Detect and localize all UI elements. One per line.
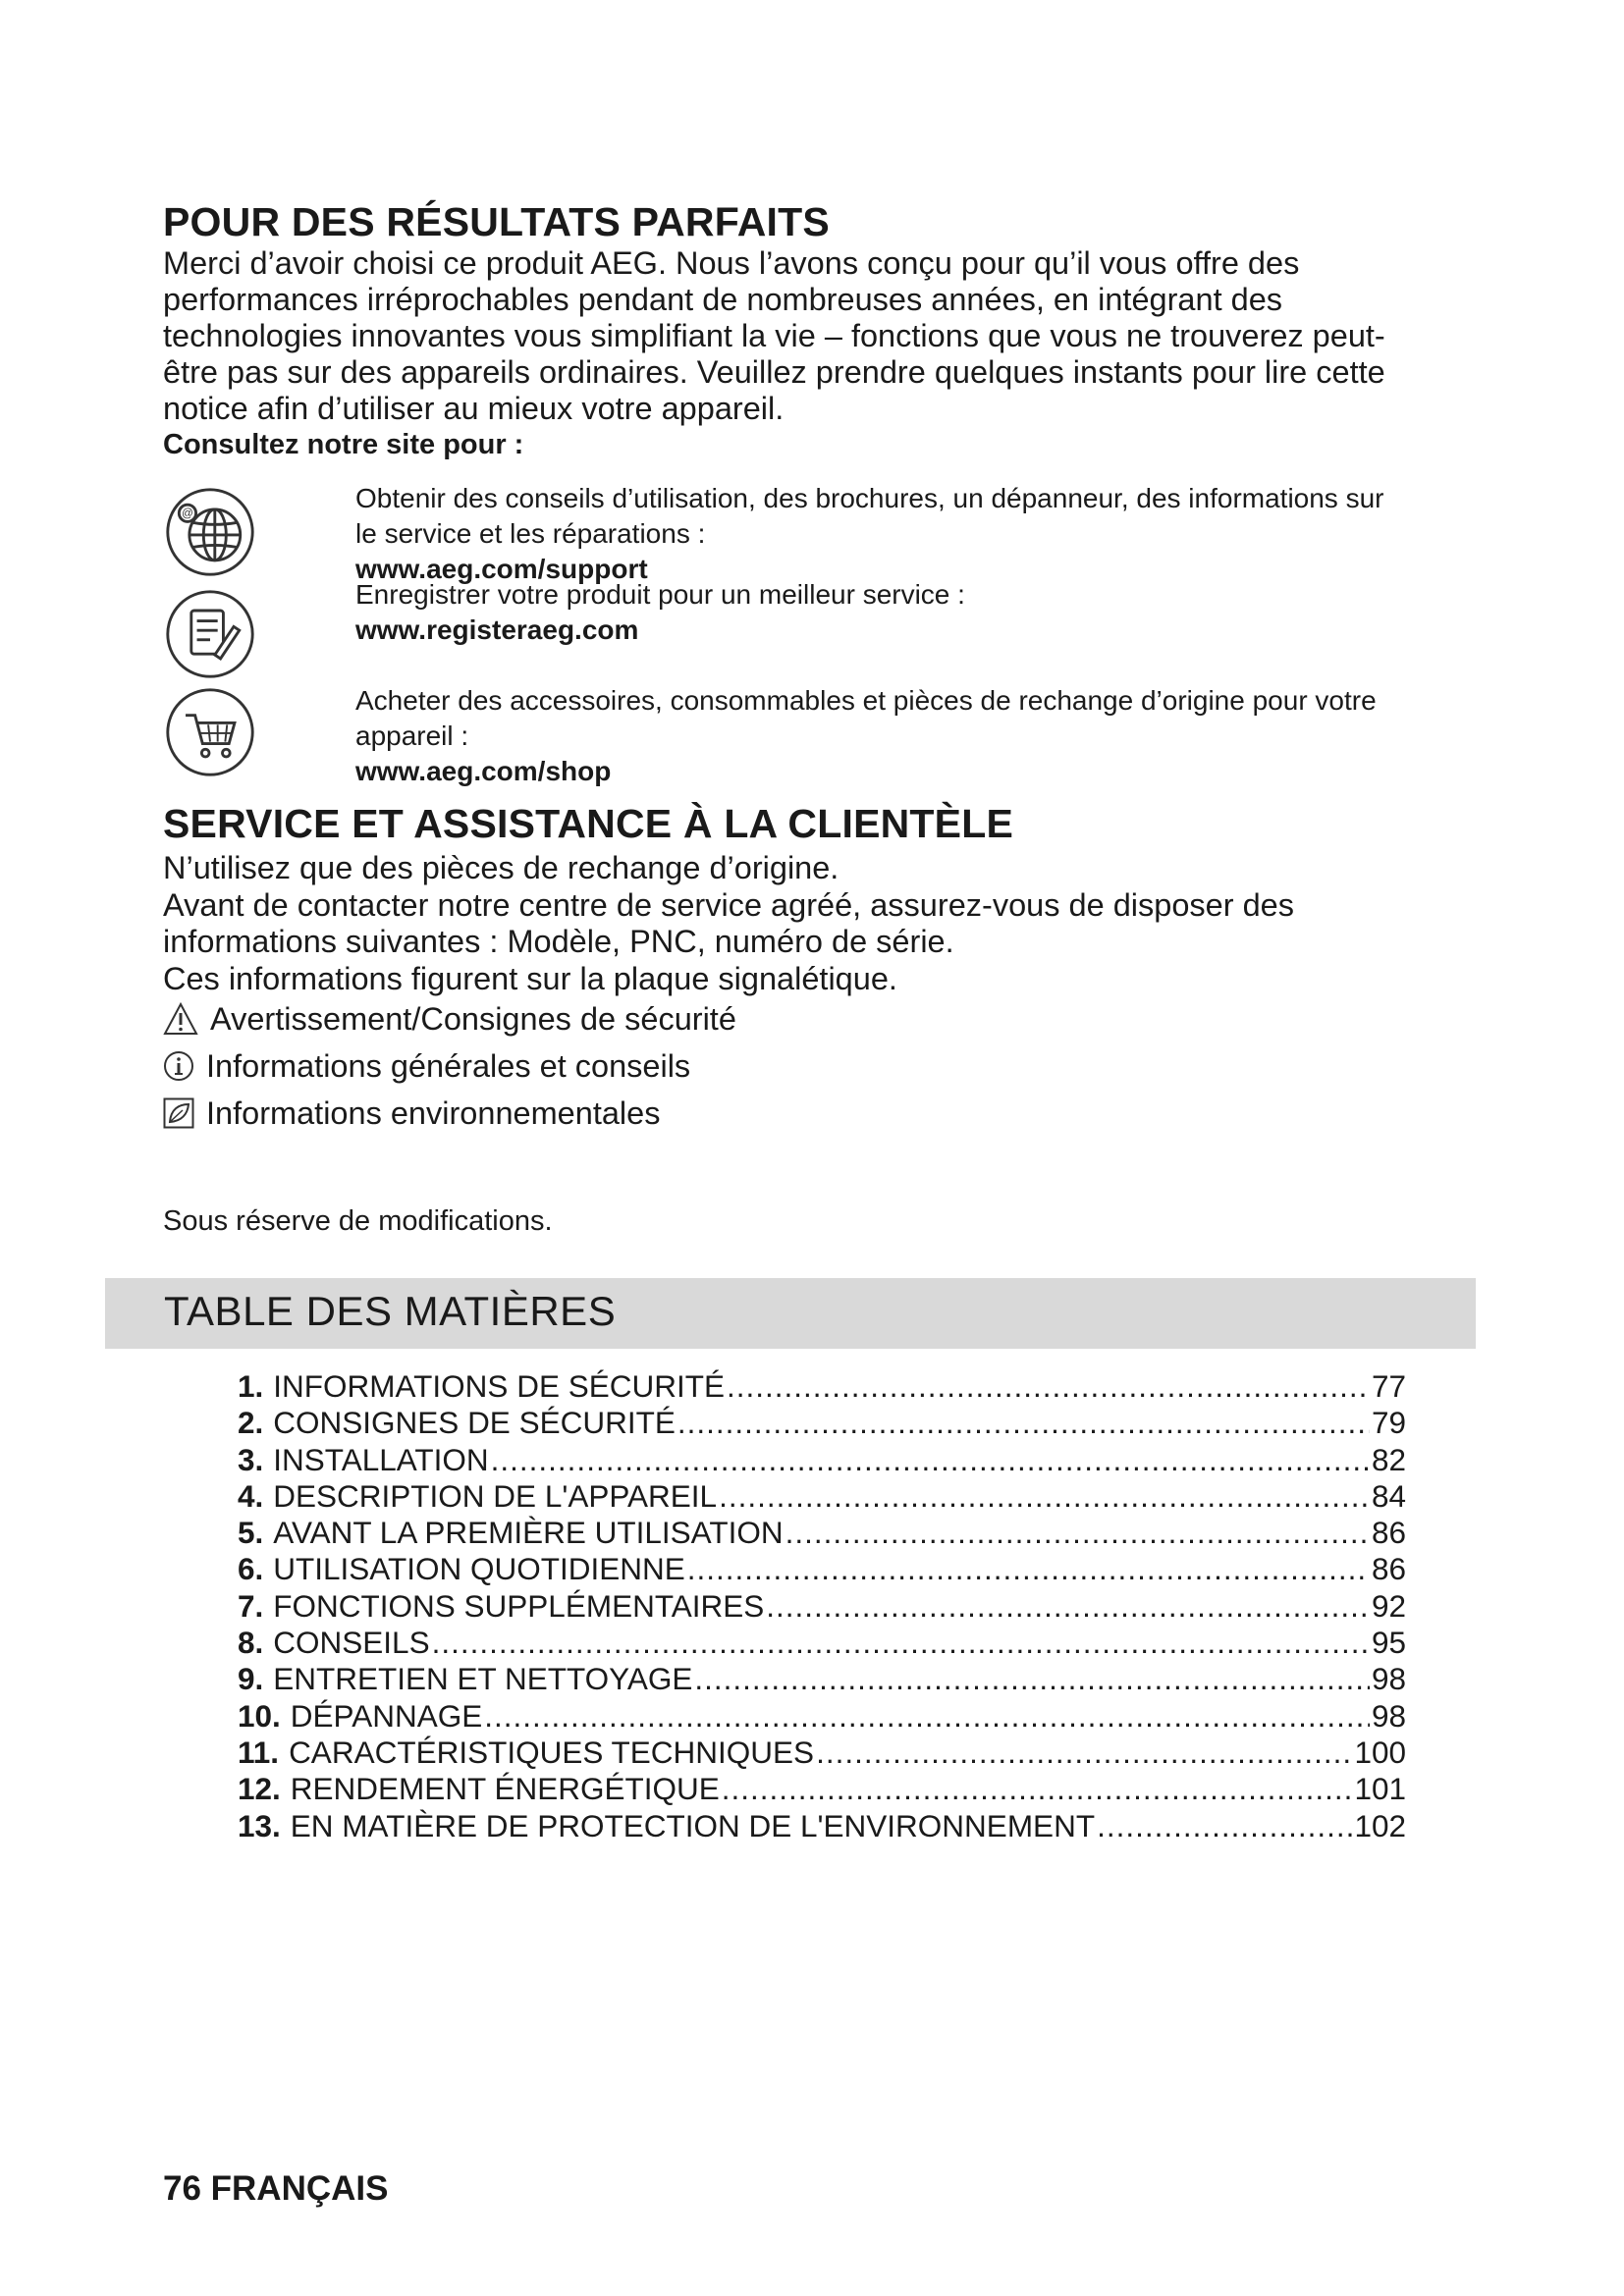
- toc-leader-dots: [785, 1515, 1370, 1551]
- website-item-line: Enregistrer votre produit pour un meilleur service :: [355, 579, 965, 610]
- shopping-cart-icon: [163, 685, 257, 779]
- toc-entry-page: 98: [1371, 1661, 1406, 1697]
- intro-line: technologies innovantes vous simplifiant la vie – fonctions que vous ne trouverez peut-: [163, 318, 1385, 353]
- toc-entry-label: CONSEILS: [273, 1625, 430, 1661]
- intro-line: notice afin d’utiliser au mieux votre appareil.: [163, 391, 785, 426]
- toc-entry-page: 102: [1354, 1807, 1406, 1843]
- toc-entry[interactable]: [238, 1478, 1406, 1515]
- toc-entry-number: 11.: [238, 1734, 280, 1770]
- toc-entry-page: 101: [1354, 1771, 1406, 1807]
- toc-entry-number: 2.: [238, 1405, 264, 1441]
- leaf-environment-icon: [163, 1097, 194, 1129]
- toc-entry-label: CONSIGNES DE SÉCURITÉ: [273, 1405, 676, 1441]
- toc-entry-page: 86: [1371, 1551, 1406, 1587]
- toc-entry-page: 98: [1371, 1697, 1406, 1734]
- service-line: informations suivantes : Modèle, PNC, numéro de série.: [163, 924, 954, 959]
- toc-entry-number: 5.: [238, 1515, 264, 1551]
- toc-entry-label: RENDEMENT ÉNERGÉTIQUE: [290, 1771, 720, 1807]
- website-item-line: Obtenir des conseils d’utilisation, des brochures, un dépanneur, des informations sur: [355, 483, 1384, 513]
- intro-line: Merci d’avoir choisi ce produit AEG. Nous l’avons conçu pour qu’il vous offre des: [163, 245, 1300, 281]
- service-line: Avant de contacter notre centre de service agréé, assurez-vous de disposer des: [163, 886, 1294, 923]
- website-item-text: [355, 481, 1485, 587]
- legend-label: Avertissement/Consignes de sécurité: [210, 1001, 736, 1037]
- toc-leader-dots: [677, 1405, 1370, 1441]
- consult-label: Consultez notre site pour :: [163, 429, 524, 460]
- register-link[interactable]: www.registeraeg.com: [355, 614, 639, 645]
- page-footer: 76 FRANÇAIS: [163, 2169, 389, 2208]
- website-item-line: le service et les réparations :: [355, 518, 706, 549]
- legend-item-environment: [163, 1094, 660, 1133]
- register-form-icon: [163, 587, 257, 681]
- toc-entry-number: 9.: [238, 1661, 264, 1697]
- toc-entry-page: 95: [1371, 1625, 1406, 1661]
- toc-entry[interactable]: [238, 1661, 1406, 1697]
- info-circle-icon: [163, 1050, 194, 1082]
- toc-entry[interactable]: [238, 1588, 1406, 1625]
- legend-label: Informations générales et conseils: [206, 1048, 691, 1084]
- toc-entry-label: DESCRIPTION DE L'APPAREIL: [273, 1477, 718, 1514]
- toc-leader-dots: [766, 1588, 1370, 1625]
- toc-entry-page: 84: [1371, 1477, 1406, 1514]
- intro-line: être pas sur des appareils ordinaires. Veuillez prendre quelques instants pour lire cette: [163, 354, 1385, 390]
- toc-title: TABLE DES MATIÈRES: [164, 1288, 617, 1334]
- toc-entry[interactable]: [238, 1625, 1406, 1661]
- website-item-line: appareil :: [355, 721, 469, 751]
- toc-entry-label: DÉPANNAGE: [290, 1697, 483, 1734]
- toc-entry-number: 13.: [238, 1807, 281, 1843]
- toc-leader-dots: [432, 1625, 1370, 1661]
- section-title-results: POUR DES RÉSULTATS PARFAITS: [163, 199, 830, 244]
- toc-entry-number: 12.: [238, 1771, 281, 1807]
- service-paragraph: [163, 850, 1459, 997]
- toc-entry-number: 3.: [238, 1441, 264, 1477]
- toc-entry-page: 77: [1371, 1368, 1406, 1404]
- toc-leader-dots: [484, 1698, 1370, 1735]
- toc-entry-number: 4.: [238, 1477, 264, 1514]
- toc-entry-number: 1.: [238, 1368, 264, 1404]
- toc-entry-label: INFORMATIONS DE SÉCURITÉ: [273, 1368, 725, 1404]
- toc-leader-dots: [722, 1771, 1353, 1807]
- toc-entry-label: AVANT LA PREMIÈRE UTILISATION: [273, 1515, 784, 1551]
- toc-entry[interactable]: [238, 1551, 1406, 1587]
- toc-entry-label: FONCTIONS SUPPLÉMENTAIRES: [273, 1587, 765, 1624]
- modification-note: Sous réserve de modifications.: [163, 1205, 553, 1237]
- toc-entry-number: 7.: [238, 1587, 264, 1624]
- toc-leader-dots: [694, 1661, 1370, 1697]
- legend-label: Informations environnementales: [206, 1095, 661, 1131]
- toc-entry-page: 92: [1371, 1587, 1406, 1624]
- toc-entry-label: ENTRETIEN ET NETTOYAGE: [273, 1661, 693, 1697]
- toc-entry-label: UTILISATION QUOTIDIENNE: [273, 1551, 685, 1587]
- toc-leader-dots: [816, 1735, 1352, 1771]
- section-title-service: SERVICE ET ASSISTANCE À LA CLIENTÈLE: [163, 801, 1014, 846]
- toc-entry-label: EN MATIÈRE DE PROTECTION DE L'ENVIRONNEMENT: [290, 1807, 1096, 1843]
- intro-paragraph: [163, 245, 1459, 462]
- service-line: N’utilisez que des pièces de rechange d’origine.: [163, 850, 839, 885]
- toc-leader-dots: [1097, 1808, 1352, 1844]
- toc-header-bar: [105, 1278, 1476, 1349]
- toc-entry-label: CARACTÉRISTIQUES TECHNIQUES: [289, 1734, 815, 1770]
- globe-support-icon: [163, 485, 257, 579]
- toc-entry-page: 82: [1371, 1441, 1406, 1477]
- warning-triangle-icon: [163, 1002, 198, 1036]
- toc-entry-page: 100: [1354, 1734, 1406, 1770]
- toc-entry-number: 6.: [238, 1551, 264, 1587]
- svg-text:@: @: [182, 507, 193, 520]
- toc-entry-number: 10.: [238, 1697, 281, 1734]
- toc-entry[interactable]: [238, 1405, 1406, 1441]
- service-line: Ces informations figurent sur la plaque signalétique.: [163, 960, 897, 996]
- legend-item-warning: [163, 999, 736, 1039]
- toc-entry[interactable]: [238, 1515, 1406, 1551]
- toc-entry-page: 79: [1371, 1405, 1406, 1441]
- toc-entry[interactable]: [238, 1698, 1406, 1735]
- support-link[interactable]: www.aeg.com/support: [355, 554, 648, 584]
- website-item-text: [355, 683, 1485, 789]
- symbol-legend: [163, 999, 1145, 1147]
- toc-entry-page: 86: [1371, 1515, 1406, 1551]
- toc-entry[interactable]: [238, 1368, 1406, 1405]
- shop-link[interactable]: www.aeg.com/shop: [355, 756, 612, 786]
- toc-entry[interactable]: [238, 1735, 1406, 1771]
- toc-entry-label: INSTALLATION: [273, 1441, 489, 1477]
- toc-entry[interactable]: [238, 1771, 1406, 1807]
- intro-line: performances irréprochables pendant de nombreuses années, en intégrant des: [163, 282, 1283, 317]
- website-item-text: [355, 577, 1485, 648]
- toc-leader-dots: [491, 1442, 1370, 1478]
- website-links-list: [163, 481, 1479, 785]
- toc-leader-dots: [687, 1551, 1370, 1587]
- toc-list: [238, 1368, 1406, 1844]
- toc-entry[interactable]: [238, 1808, 1406, 1844]
- toc-leader-dots: [727, 1368, 1370, 1405]
- website-item-line: Acheter des accessoires, consommables et pièces de rechange d’origine pour votre: [355, 685, 1377, 716]
- toc-entry-number: 8.: [238, 1625, 264, 1661]
- toc-leader-dots: [719, 1478, 1370, 1515]
- toc-entry[interactable]: [238, 1442, 1406, 1478]
- legend-item-info: [163, 1046, 690, 1086]
